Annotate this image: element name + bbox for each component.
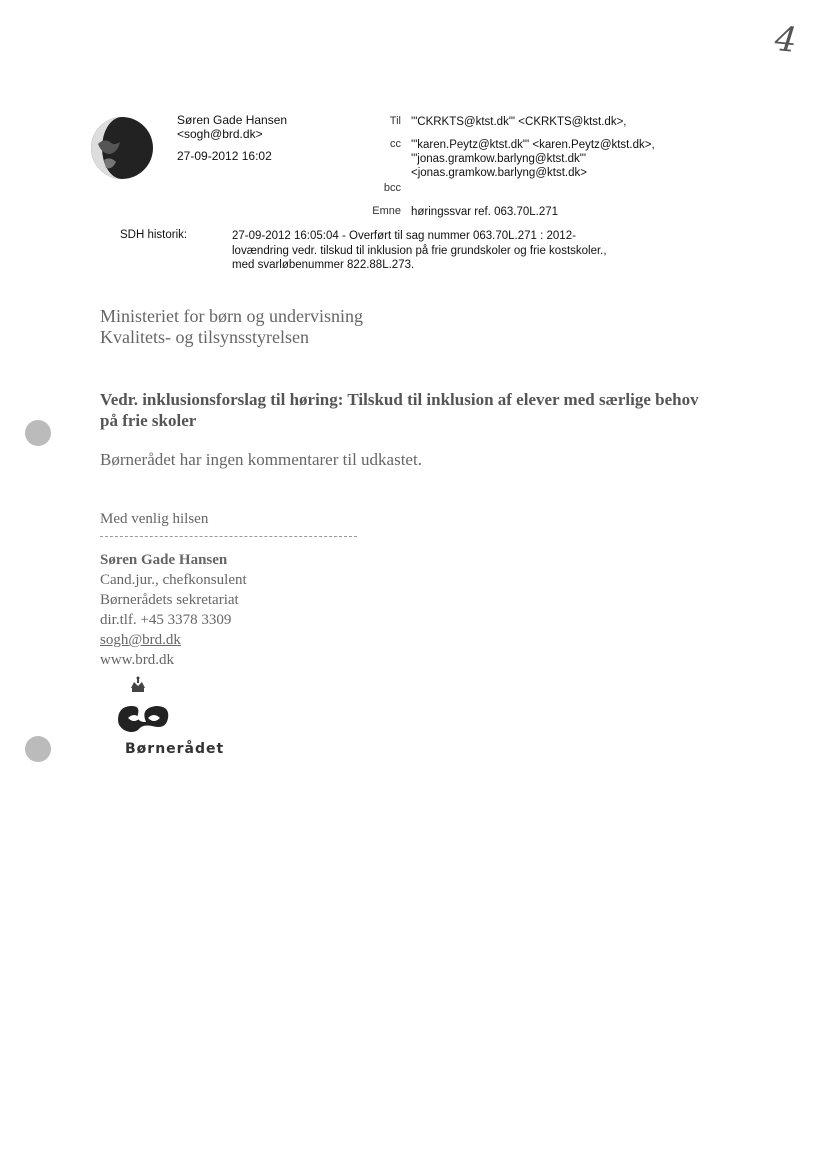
signature-divider	[100, 536, 357, 537]
subject-value: høringssvar ref. 063.70L.271	[411, 206, 559, 218]
punch-hole-top	[25, 420, 51, 446]
signature-phone: dir.tlf. +45 3378 3309	[100, 612, 232, 628]
letter-subject: Vedr. inklusionsforslag til høring: Tilskud til inklusion af elever med særlige behov på frie skoler	[100, 390, 699, 430]
subject-label: Emne	[372, 205, 401, 217]
cc-value-3: <jonas.gramkow.barlyng@ktst.dk>	[411, 167, 587, 179]
cc-value-1: '"karen.Peytz@ktst.dk"' <karen.Peytz@ktst.dk>,	[411, 139, 655, 151]
signature-title: Cand.jur., chefkonsulent	[100, 572, 247, 588]
cc-value-2: '"jonas.gramkow.barlyng@ktst.dk"'	[411, 153, 587, 165]
bcc-label: bcc	[383, 182, 401, 194]
sender-email[interactable]: <sogh@brd.dk>	[177, 127, 263, 141]
ministry-block	[100, 306, 363, 348]
signature-email-link[interactable]: sogh@brd.dk	[100, 632, 181, 648]
to-value: '"CKRKTS@ktst.dk"' <CKRKTS@ktst.dk>,	[411, 116, 627, 128]
sender-avatar	[90, 116, 154, 180]
page-number: 4	[772, 18, 799, 62]
sender-name: Søren Gade Hansen	[177, 113, 288, 127]
signature-website[interactable]: www.brd.dk	[100, 652, 175, 668]
logo-wordmark: Børnerådet	[125, 741, 225, 757]
letter-body: Børnerådet har ingen kommentarer til udkastet.	[100, 450, 422, 469]
history-text: 27-09-2012 16:05:04 - Overført til sag nummer 063.70L.271 : 2012-lovændring vedr. tilskud til inklusion på frie grundskoler og frie kostskoler., med svarløbenummer 822.88L.273.	[232, 230, 607, 271]
signature-name: Søren Gade Hansen	[100, 552, 228, 568]
punch-hole-bottom	[25, 736, 51, 762]
to-label: Til	[389, 115, 401, 127]
history-label: SDH historik:	[120, 229, 188, 241]
ministry-line-1: Ministeriet for børn og undervisning	[100, 306, 363, 326]
closing: Med venlig hilsen	[100, 511, 209, 527]
cc-label: cc	[390, 138, 401, 150]
ministry-line-2: Kvalitets- og tilsynsstyrelsen	[100, 327, 309, 347]
signature-org: Børnerådets sekretariat	[100, 592, 239, 608]
crown-logo-icon	[110, 676, 180, 736]
sent-date: 27-09-2012 16:02	[177, 149, 272, 163]
